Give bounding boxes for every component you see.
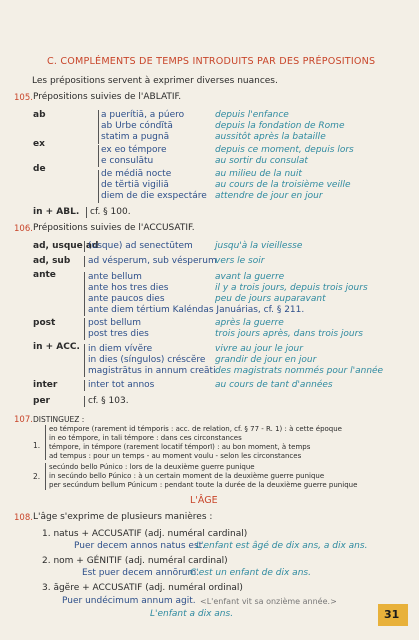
example-1-latin: Puer decem annos natus est. xyxy=(74,541,206,551)
rule-3: 3. ăgĕre + ACCUSATIF (adj. numéral ordinal) xyxy=(42,583,243,593)
french-ad-1: jusqu'à la vieillesse xyxy=(215,241,303,251)
key-ad-sub: ad, sub xyxy=(33,256,71,266)
example-3-literal: <L'enfant vit sa onzième année.> xyxy=(200,597,337,606)
french-ante-3: peu de jours auparavant xyxy=(215,294,326,304)
example-2-latin: Est puer decem annōrum. xyxy=(82,568,200,578)
distinguish-2-c: per secúndum bellum Púnicum : pendant toute la durée de la deuxième guerre punique xyxy=(49,481,358,489)
latin-ex-2: e consulātu xyxy=(101,156,154,166)
latin-ab-2: ab Urbe cóndĭtā xyxy=(101,121,173,131)
bracket-line xyxy=(45,425,46,460)
bracket-line xyxy=(84,256,85,267)
french-inacc-3: des magistrats nommés pour l'année xyxy=(215,366,384,376)
bracket-line xyxy=(98,110,99,144)
latin-post-2: post tres dies xyxy=(88,329,149,339)
french-ab-2: depuis la fondation de Rome xyxy=(215,121,345,131)
french-inter: au cours de tant d'années xyxy=(215,380,333,390)
distinguish-1-d: ad tempus : pour un temps - au moment voulu - selon les circonstances xyxy=(49,452,302,460)
example-1-french: L'enfant est âgé de dix ans, a dix ans. xyxy=(196,541,368,551)
french-inacc-2: grandir de jour en jour xyxy=(215,355,317,365)
latin-inacc-2: in dies (síngulos) créscĕre xyxy=(88,355,206,365)
example-2-french: C'est un enfant de dix ans. xyxy=(190,568,311,578)
latin-inacc-3: magistrātus in annum creāti xyxy=(88,366,216,376)
bracket-line xyxy=(86,207,87,218)
latin-ex-1: ex eo témpore xyxy=(101,145,167,155)
latin-ab-3: statim a pugnā xyxy=(101,132,170,142)
paragraph-number-108: 108. xyxy=(14,513,33,523)
latin-ab-1: a puerítiā, a púero xyxy=(101,110,185,120)
bracket-line xyxy=(45,463,46,490)
rank-2: 2. xyxy=(33,472,41,481)
key-ante: ante xyxy=(33,270,56,280)
bracket-line xyxy=(98,145,99,167)
rule-1: 1. natus + ACCUSATIF (adj. numéral cardinal) xyxy=(42,529,248,539)
latin-ante-3: ante paucos dies xyxy=(88,294,165,304)
key-post: post xyxy=(33,318,56,328)
french-ex-2: au sortir du consulat xyxy=(215,156,308,166)
heading-106: Prépositions suivies de l'ACCUSATIF. xyxy=(33,223,195,233)
reference-100: cf. § 100. xyxy=(90,207,131,217)
french-ab-3: aussitôt après la bataille xyxy=(215,132,326,142)
key-in-acc: in + ACC. xyxy=(33,342,80,352)
paragraph-number-106: 106. xyxy=(14,224,33,234)
paragraph-number-107: 107. xyxy=(14,415,33,425)
key-per: per xyxy=(33,396,50,406)
key-inter: inter xyxy=(33,380,58,390)
key-ex: ex xyxy=(33,139,45,149)
french-de-1: au milieu de la nuit xyxy=(215,169,302,179)
french-de-3: attendre de jour en jour xyxy=(215,191,323,201)
french-ad-2: vers le soir xyxy=(215,256,265,266)
bracket-line xyxy=(84,396,85,407)
rule-2: 2. nom + GÉNITIF (adj. numéral cardinal) xyxy=(42,556,228,566)
latin-de-3: diem de die exspectáre xyxy=(101,191,207,201)
latin-de-2: de tĕrtiā vigiliā xyxy=(101,180,169,190)
bracket-line xyxy=(84,344,85,377)
distinguish-2-b: in secúndo bello Púnico : à un certain moment de la deuxième guerre punique xyxy=(49,472,325,480)
latin-inter: inter tot annos xyxy=(88,380,155,390)
heading-105: Prépositions suivies de l'ABLATIF. xyxy=(33,92,182,102)
french-post-1: après la guerre xyxy=(215,318,284,328)
heading-108: L'âge s'exprime de plusieurs manières : xyxy=(33,512,213,522)
rank-1: 1. xyxy=(33,441,41,450)
key-ab: ab xyxy=(33,110,46,120)
page-number: 31 xyxy=(384,608,400,621)
latin-post-1: post bellum xyxy=(88,318,142,328)
intro-text: Les prépositions servent à exprimer diverses nuances. xyxy=(32,76,278,86)
french-post-2: trois jours après, dans trois jours xyxy=(215,329,363,339)
reference-103: cf. § 103. xyxy=(88,396,129,406)
bracket-line xyxy=(84,272,85,316)
latin-ante-4: ante diem tértium Kaléndas Januárias, cf. § 211. xyxy=(88,305,305,315)
key-de: de xyxy=(33,164,46,174)
french-ab-1: depuis l'enfance xyxy=(215,110,289,120)
distinguish-2-a: secúndo bello Púnico : lors de la deuxième guerre punique xyxy=(49,463,255,471)
example-3-latin: Puer undécimum annum agit. xyxy=(62,596,196,606)
latin-ad-1: (usque) ad senectūtem xyxy=(88,241,193,251)
latin-inacc-1: in diem vívĕre xyxy=(88,344,153,354)
key-in-abl: in + ABL. xyxy=(33,207,80,217)
heading-107: DISTINGUEZ : xyxy=(33,415,85,424)
example-3-french: L'enfant a dix ans. xyxy=(150,609,234,619)
french-ante-2: il y a trois jours, depuis trois jours xyxy=(215,283,368,293)
bracket-line xyxy=(84,380,85,391)
distinguish-1-b: in eo témpore, in tali témpore : dans ces circonstances xyxy=(49,434,242,442)
bracket-line xyxy=(84,318,85,340)
age-title: L'ÂGE xyxy=(190,495,218,506)
key-ad-usque: ad, usque ad xyxy=(33,241,99,251)
bracket-line xyxy=(84,241,85,252)
latin-ad-2: ad vésperum, sub vésperum xyxy=(88,256,217,266)
distinguish-1-a: eo témpore (rarement id témporis : acc. de relation, cf. § 77 - R. 1) : à cette époque xyxy=(49,425,342,433)
latin-ante-2: ante hos tres dies xyxy=(88,283,169,293)
section-title: C. COMPLÉMENTS DE TEMPS INTRODUITS PAR DES PRÉPOSITIONS xyxy=(47,56,376,67)
distinguish-1-c: témpore, in témpore (rarement locatif témporī) : au bon moment, à temps xyxy=(49,443,311,451)
french-de-2: au cours de la troisième veille xyxy=(215,180,351,190)
french-ex-1: depuis ce moment, depuis lors xyxy=(215,145,354,155)
latin-ante-1: ante bellum xyxy=(88,272,142,282)
french-inacc-1: vivre au jour le jour xyxy=(215,344,303,354)
bracket-line xyxy=(98,170,99,203)
paragraph-number-105: 105. xyxy=(14,93,33,103)
french-ante-1: avant la guerre xyxy=(215,272,285,282)
latin-de-1: de médiā nocte xyxy=(101,169,172,179)
